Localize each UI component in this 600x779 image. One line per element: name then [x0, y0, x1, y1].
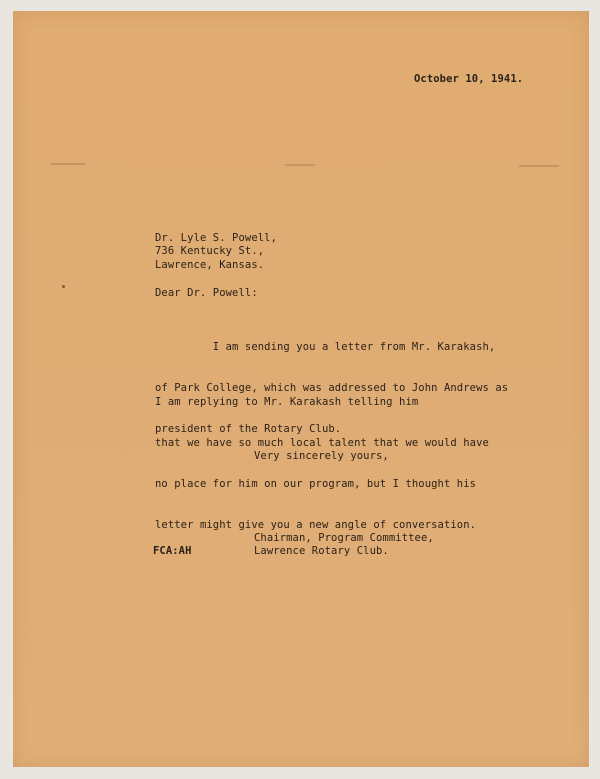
signature-title: Chairman, Program Committee, [254, 532, 434, 544]
recipient-name: Dr. Lyle S. Powell, [155, 232, 278, 244]
body-paragraph-2 [155, 369, 489, 559]
signature-organization: Lawrence Rotary Club. [254, 545, 389, 557]
paragraph-line: that we have so much local talent that we would have [155, 436, 489, 449]
bleed-mark-center [285, 164, 315, 166]
reference-initials: FCA:AH [153, 545, 192, 557]
recipient-street: 736 Kentucky St., [155, 245, 265, 257]
paragraph-line: president of the Rotary Club. [155, 422, 342, 435]
bleed-mark-right [519, 165, 559, 167]
recipient-city: Lawrence, Kansas. [155, 259, 265, 271]
letter-date: October 10, 1941. [414, 73, 524, 85]
complimentary-closing: Very sincerely yours, [254, 450, 389, 462]
paper-speck [62, 285, 65, 288]
bleed-mark-left [51, 163, 85, 165]
paragraph-line: no place for him on our program, but I thought his [155, 477, 477, 490]
letter-page [13, 11, 589, 767]
paragraph-line: I am replying to Mr. Karakash telling him [155, 396, 419, 409]
salutation: Dear Dr. Powell: [155, 287, 258, 299]
paragraph-line: of Park College, which was addressed to John Andrews as [155, 381, 509, 394]
paragraph-line: I am sending you a letter from Mr. Karakash, [155, 341, 496, 354]
paragraph-line: letter might give you a new angle of conversation. [155, 518, 477, 531]
